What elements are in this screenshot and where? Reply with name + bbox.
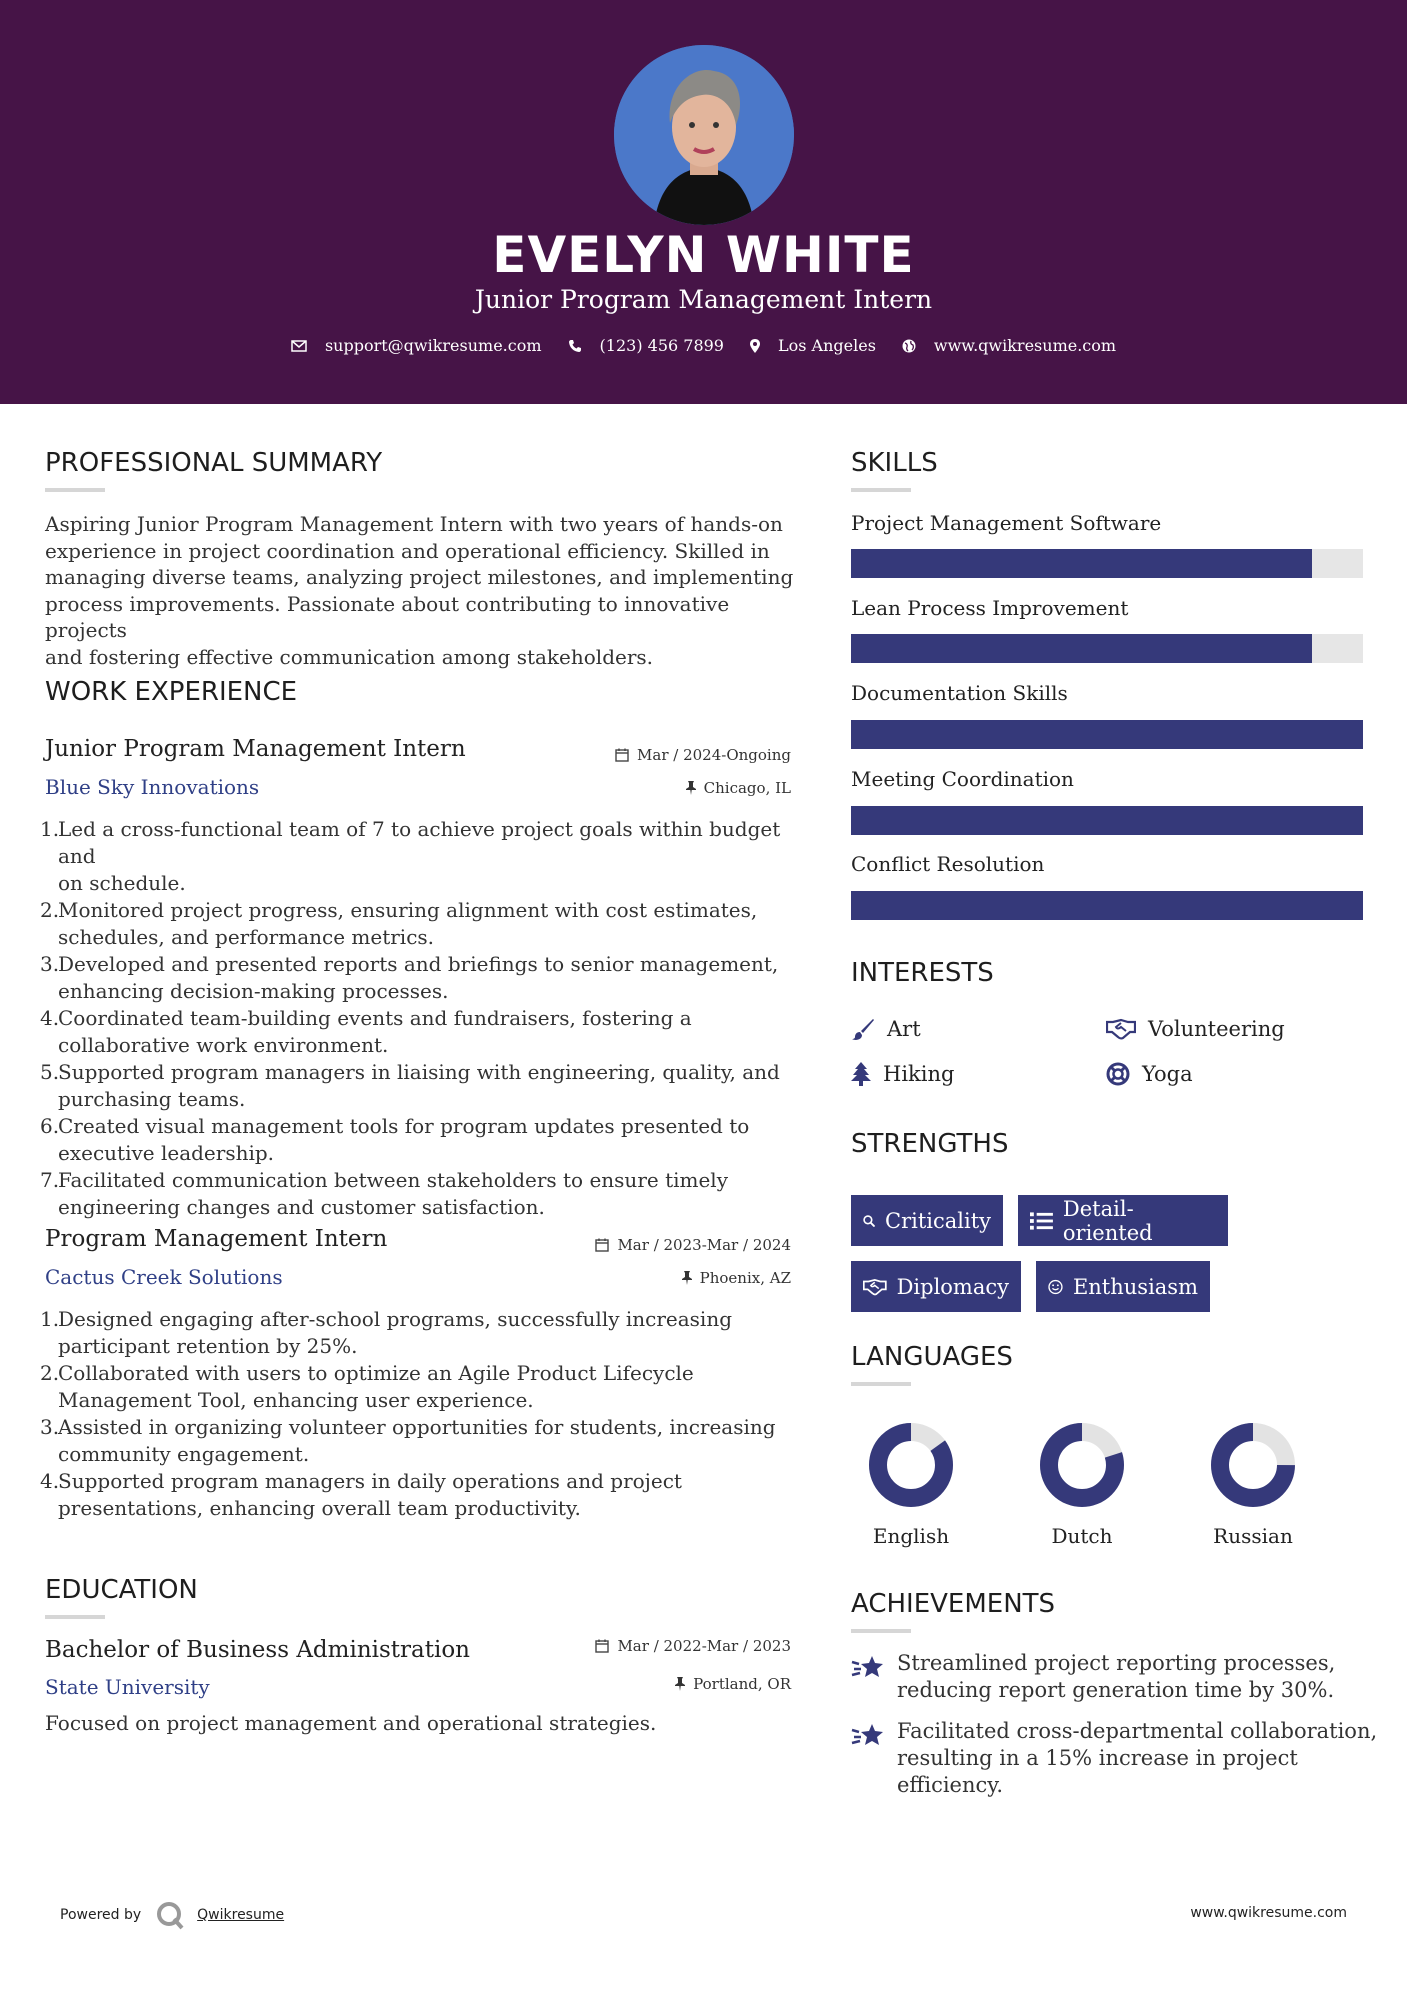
list-item: 1. Designed engaging after-school programs, successfully increasing participant retention by 25%. (40, 1307, 733, 1358)
powered-by-text: Powered by (60, 1907, 142, 1923)
summary-line: and fostering effective communication among stakeholders. (45, 644, 654, 669)
footer-url[interactable]: www.qwikresume.com (1190, 1905, 1347, 1921)
lifering-icon (1106, 1062, 1130, 1086)
skill-bar (851, 720, 1363, 749)
paintbrush-icon (851, 1017, 875, 1041)
strength-label: Enthusiasm (1072, 1274, 1198, 1299)
skill-bar-fill (851, 634, 1312, 663)
education-location-text: Portland, OR (693, 1675, 791, 1693)
calendar-icon (595, 1238, 609, 1252)
degree-title: Bachelor of Business Administration (45, 1637, 470, 1663)
pushpin-icon (682, 1271, 692, 1285)
skill-name: Lean Process Improvement (851, 596, 1129, 620)
skill-bar-fill (851, 891, 1363, 920)
achievement-item (851, 1650, 1371, 1704)
education-dates-text: Mar / 2022-Mar / 2023 (617, 1637, 791, 1655)
education-heading: EDUCATION (45, 1575, 198, 1605)
skill-name: Meeting Coordination (851, 767, 1074, 791)
language-item (1193, 1420, 1313, 1548)
language-label: English (872, 1524, 950, 1548)
shooting-star-icon (851, 1654, 885, 1680)
website-text: www.qwikresume.com (933, 336, 1117, 355)
job-location-text: Chicago, IL (703, 779, 791, 797)
calendar-icon (595, 1639, 609, 1653)
achievement-line: reducing report generation time by 30%. (897, 1678, 1335, 1702)
summary-line: process improvements. Passionate about contributing to innovative projects (45, 591, 730, 642)
candidate-name: EVELYN WHITE (492, 226, 915, 284)
interest-item (851, 1017, 921, 1041)
job-responsibilities (40, 1306, 800, 1522)
strength-badge (1036, 1261, 1210, 1312)
summary-heading: PROFESSIONAL SUMMARY (45, 448, 383, 478)
phone-icon (568, 339, 582, 353)
contact-phone[interactable] (568, 336, 724, 355)
powered-by (60, 1900, 284, 1930)
list-item: 1. Led a cross-functional team of 7 to achieve project goals within budget and on schedule. (40, 817, 781, 895)
interests-heading: INTERESTS (851, 958, 994, 988)
email-text: support@qwikresume.com (324, 336, 542, 355)
strength-label: Detail-oriented (1062, 1196, 1153, 1245)
job-title: Junior Program Management Intern (45, 736, 466, 762)
job-dates-text: Mar / 2024-Ongoing (637, 746, 791, 764)
location-text: Los Angeles (777, 336, 876, 355)
search-icon (863, 1210, 875, 1232)
language-label: Dutch (1051, 1524, 1113, 1548)
strength-badge (1018, 1195, 1228, 1246)
interest-label: Hiking (883, 1062, 955, 1086)
school-name: State University (45, 1675, 210, 1699)
strength-label: Criticality (885, 1208, 991, 1233)
list-icon (1030, 1211, 1053, 1231)
language-donut (866, 1420, 956, 1510)
language-donut (1208, 1420, 1298, 1510)
interest-label: Volunteering (1148, 1017, 1285, 1041)
map-pin-icon (750, 339, 760, 353)
list-item: 2. Monitored project progress, ensuring alignment with cost estimates, schedules, and performance metrics. (40, 898, 758, 949)
languages-underline (851, 1382, 911, 1386)
company-name: Cactus Creek Solutions (45, 1265, 283, 1289)
interest-item (1106, 1062, 1193, 1086)
summary-underline (45, 488, 105, 492)
list-item: 6. Created visual management tools for program updates presented to executive leadership. (40, 1114, 750, 1165)
list-item: 3. Assisted in organizing volunteer opportunities for students, increasing community engagement. (40, 1415, 776, 1466)
company-name: Blue Sky Innovations (45, 775, 260, 799)
education-dates (540, 1637, 791, 1655)
education-underline (45, 1615, 105, 1619)
skill-bar-fill (851, 720, 1363, 749)
candidate-title: Junior Program Management Intern (474, 285, 933, 314)
profile-photo (614, 45, 794, 225)
contact-email[interactable] (291, 336, 542, 355)
languages-heading: LANGUAGES (851, 1342, 1013, 1372)
skill-name: Documentation Skills (851, 681, 1068, 705)
list-item: 4. Supported program managers in daily operations and project presentations, enhancing overall team productivity. (40, 1469, 682, 1520)
list-item: 3. Developed and presented reports and briefings to senior management, enhancing decision-making processes. (40, 952, 779, 1003)
skill-name: Conflict Resolution (851, 852, 1045, 876)
achievement-item (851, 1718, 1381, 1799)
tree-icon (851, 1062, 871, 1086)
summary-line: experience in project coordination and operational efficiency. Skilled in (45, 538, 770, 563)
calendar-icon (615, 748, 629, 762)
language-item (851, 1420, 971, 1548)
language-donut (1037, 1420, 1127, 1510)
language-item (1022, 1420, 1142, 1548)
skill-bar (851, 806, 1363, 835)
pushpin-icon (675, 1677, 685, 1691)
summary-text (45, 511, 805, 670)
skills-heading: SKILLS (851, 448, 938, 478)
skill-bar-fill (851, 549, 1312, 578)
pushpin-icon (686, 781, 696, 795)
job-location-text: Phoenix, AZ (699, 1269, 791, 1287)
contact-website[interactable] (902, 336, 1116, 355)
brand-link[interactable]: Qwikresume (197, 1907, 285, 1923)
skill-bar-fill (851, 806, 1363, 835)
handshake-icon (863, 1276, 887, 1298)
language-label: Russian (1213, 1524, 1293, 1548)
job-responsibilities (40, 816, 800, 1221)
strength-badge (851, 1195, 1003, 1246)
job-location (540, 1269, 791, 1287)
globe-icon (902, 339, 916, 353)
education-location (540, 1675, 791, 1693)
resume-header (0, 0, 1407, 404)
job-location (560, 779, 791, 797)
skill-bar (851, 549, 1363, 578)
job-dates (560, 746, 791, 764)
summary-line: Aspiring Junior Program Management Intern with two years of hands-on (45, 512, 783, 536)
envelope-icon (291, 340, 307, 352)
experience-heading: WORK EXPERIENCE (45, 677, 298, 707)
shooting-star-icon (851, 1722, 885, 1748)
contact-bar (0, 336, 1407, 355)
handshake-icon (1106, 1018, 1136, 1040)
skills-underline (851, 488, 911, 492)
skill-bar (851, 891, 1363, 920)
contact-location (750, 336, 876, 355)
strengths-heading: STRENGTHS (851, 1129, 1009, 1159)
strength-label: Diplomacy (896, 1274, 1009, 1299)
achievement-line: resulting in a 15% increase in project efficiency. (897, 1746, 1298, 1797)
education-note: Focused on project management and operational strategies. (45, 1711, 657, 1735)
list-item: 5. Supported program managers in liaising with engineering, quality, and purchasing teams. (40, 1060, 780, 1111)
job-dates (540, 1236, 791, 1254)
list-item: 4. Coordinated team-building events and fundraisers, fostering a collaborative work environment. (40, 1006, 692, 1057)
achievements-heading: ACHIEVEMENTS (851, 1589, 1056, 1619)
skill-name: Project Management Software (851, 511, 1162, 535)
achievement-line: Streamlined project reporting processes, (897, 1651, 1336, 1675)
phone-text: (123) 456 7899 (599, 336, 724, 355)
list-item: 2. Collaborated with users to optimize an Agile Product Lifecycle Management Tool, enhancing user experience. (40, 1361, 694, 1412)
job-dates-text: Mar / 2023-Mar / 2024 (617, 1236, 791, 1254)
summary-line: managing diverse teams, analyzing project milestones, and implementing (45, 565, 794, 589)
strength-badge (851, 1261, 1021, 1312)
interest-item (1106, 1017, 1285, 1041)
job-title: Program Management Intern (45, 1226, 388, 1252)
qwikresume-logo-icon (155, 1900, 185, 1930)
achievement-line: Facilitated cross-departmental collaboration, (897, 1719, 1378, 1743)
skill-bar (851, 634, 1363, 663)
list-item: 7. Facilitated communication between stakeholders to ensure timely engineering changes and customer satisfaction. (40, 1168, 728, 1219)
achievements-underline (851, 1629, 911, 1633)
interest-label: Art (887, 1017, 921, 1041)
interest-label: Yoga (1142, 1062, 1193, 1086)
interest-item (851, 1062, 954, 1086)
smile-icon (1048, 1276, 1063, 1298)
